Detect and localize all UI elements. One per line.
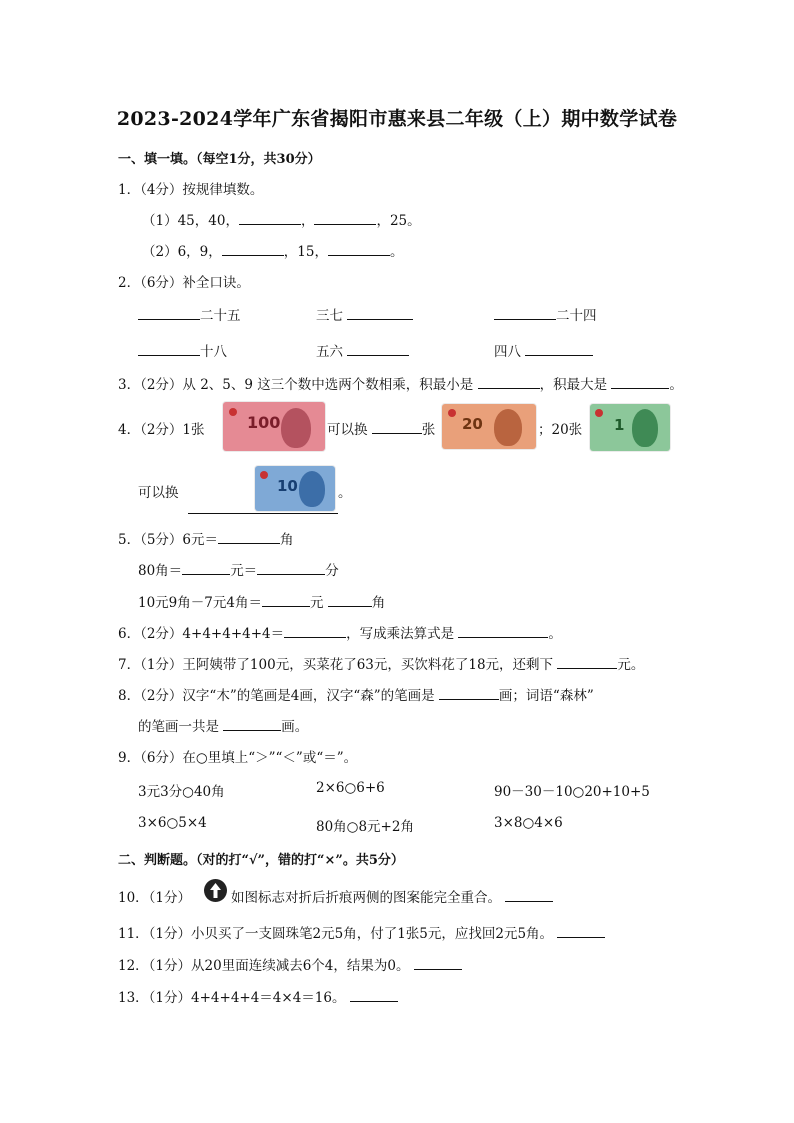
answer-blank[interactable] [328, 593, 372, 607]
answer-blank[interactable] [494, 306, 556, 320]
q4-text-e: 可以换 [138, 485, 179, 501]
q9-r1c3[interactable]: 90－30－10○20+10+5 [494, 784, 650, 800]
question-8-line-1 [118, 684, 594, 704]
question-7 [118, 653, 644, 673]
q1-s1-text-c: ，25。 [376, 213, 421, 229]
q9-r1c2[interactable]: 2×6○6+6 [316, 780, 385, 796]
portrait-icon [494, 409, 522, 446]
banknote-100-image [223, 402, 325, 451]
q2-row2-col3 [494, 340, 593, 360]
question-5-line-1 [118, 528, 294, 548]
question-5-line-2 [138, 559, 339, 579]
page-title: 2023-2024学年广东省揭阳市惠来县二年级（上）期中数学试卷 [116, 108, 678, 130]
answer-blank[interactable] [284, 624, 346, 638]
national-emblem-icon [448, 409, 456, 417]
question-13 [118, 986, 398, 1006]
question-10 [231, 886, 553, 906]
q3-text-a: 3．（2分）从 2、5、9 这三个数中选两个数相乘，积最小是 [118, 377, 474, 393]
q7-text-a: 7．（1分）王阿姨带了100元，买菜花了63元，买饮料花了18元，还剩下 [118, 657, 554, 673]
banknote-100-denomination: 100 [247, 413, 281, 432]
portrait-icon [632, 409, 658, 447]
q11-text-a: 11．（1分）小贝买了一支圆珠笔2元5角，付了1张5元，应找回2元5角。 [118, 926, 554, 942]
answer-blank[interactable] [262, 593, 310, 607]
answer-blank[interactable] [223, 717, 281, 731]
answer-blank[interactable] [557, 924, 605, 938]
banknote-1-image [590, 404, 670, 451]
answer-blank[interactable] [372, 420, 422, 434]
q5-l3-text-b: 元 [309, 595, 324, 611]
banknote-10-image [255, 466, 335, 511]
q9-r1c1[interactable]: 3元3分○40角 [138, 784, 225, 800]
q2-r2c3-text: 四八 [494, 344, 521, 360]
answer-blank[interactable] [347, 306, 413, 320]
q5-l1-text-a: 5．（5分）6元＝ [118, 532, 219, 548]
q8-text-a: 8．（2分）汉字“木”的笔画是4画，汉字“森”的笔画是 [118, 688, 435, 704]
answer-blank[interactable] [222, 242, 284, 256]
q5-l3-text-a: 10元9角－7元4角＝ [138, 595, 262, 611]
question-8-line-2 [138, 715, 308, 735]
national-emblem-icon [260, 471, 268, 479]
q5-l2-text-b: 元＝ [230, 563, 258, 579]
q5-l1-text-b: 角 [280, 532, 294, 548]
q4-text-b: 可以换 [327, 422, 368, 438]
q4-text-c: 张 [421, 422, 436, 438]
q4-exchange-1 [327, 418, 435, 438]
answer-blank[interactable] [138, 306, 200, 320]
q1-s2-text-b: ，15， [283, 244, 328, 260]
answer-blank[interactable] [182, 561, 230, 575]
question-11 [118, 922, 605, 942]
answer-blank[interactable] [239, 211, 301, 225]
q2-row1-col2 [316, 304, 413, 324]
national-emblem-icon [595, 409, 603, 417]
question-6 [118, 622, 562, 642]
q8-text-d: 画。 [281, 719, 309, 735]
q2-r2c1-text: 十八 [200, 344, 227, 360]
q1-s2-text-a: （2）6，9， [142, 244, 222, 260]
answer-blank[interactable] [314, 211, 376, 225]
question-1-sub-1 [142, 209, 421, 229]
q1-s1-text-a: （1）45，40， [142, 213, 239, 229]
answer-blank[interactable] [557, 655, 617, 669]
q9-r2c3[interactable]: 3×8○4×6 [494, 815, 563, 831]
q4-text-a: 4．（2分）1张 [118, 422, 205, 438]
q6-text-a: 6．（2分）4+4+4+4+4＝ [118, 626, 285, 642]
q7-text-b: 元。 [617, 657, 645, 673]
answer-blank[interactable] [347, 342, 409, 356]
national-emblem-icon [229, 408, 237, 416]
answer-blank[interactable] [328, 242, 390, 256]
answer-blank[interactable] [478, 375, 540, 389]
q12-text-a: 12．（1分）从20里面连续减去6个4，结果为0。 [118, 958, 410, 974]
question-3 [118, 373, 683, 393]
q1-s1-text-b: ， [300, 213, 315, 229]
q2-r1c3-text: 二十四 [556, 308, 597, 324]
q2-r1c2-text: 三七 [316, 308, 343, 324]
answer-blank[interactable] [525, 342, 593, 356]
q3-text-c: 。 [669, 377, 683, 393]
banknote-20-denomination: 20 [462, 415, 483, 433]
question-9-stem: 9．（6分）在○里填上“＞”“＜”或“＝”。 [118, 750, 358, 766]
answer-blank[interactable] [505, 888, 553, 902]
q6-text-b: ，写成乘法算式是 [346, 626, 455, 642]
q4-text-d: ；20张 [538, 422, 583, 438]
q5-l3-text-c: 角 [371, 595, 386, 611]
answer-blank[interactable] [414, 956, 462, 970]
q2-row2-col1 [138, 340, 227, 360]
q2-r2c2-text: 五六 [316, 344, 343, 360]
q13-text-a: 13．（1分）4+4+4+4＝4×4＝16。 [118, 990, 346, 1006]
answer-blank[interactable] [439, 686, 499, 700]
arrow-up-icon [204, 879, 227, 902]
question-2-stem: 2．（6分）补全口诀。 [118, 275, 250, 291]
q3-text-b: ，积最大是 [539, 377, 608, 393]
answer-blank[interactable] [138, 342, 200, 356]
q6-text-c: 。 [548, 626, 562, 642]
q8-text-b: 画；词语“森林” [498, 688, 594, 704]
q9-r2c1[interactable]: 3×6○5×4 [138, 815, 207, 831]
q2-row1-col1 [138, 304, 241, 324]
q4-text-f: 。 [338, 485, 352, 501]
q9-r2c2[interactable]: 80角○8元+2角 [316, 819, 414, 835]
q10-text-b: 如图标志对折后折痕两侧的图案能完全重合。 [231, 890, 501, 906]
q2-r1c1-text: 二十五 [200, 308, 241, 324]
portrait-icon [281, 408, 311, 448]
answer-blank[interactable] [257, 561, 325, 575]
q1-s2-text-c: 。 [389, 244, 404, 260]
section-2-heading: 二、判断题。（对的打“√”，错的打“×”。共5分） [118, 853, 404, 868]
answer-blank[interactable] [611, 375, 669, 389]
banknote-1-denomination: 1 [614, 416, 625, 434]
q2-row2-col2 [316, 340, 409, 360]
question-5-line-3 [138, 591, 385, 611]
portrait-icon [299, 471, 325, 507]
q2-row1-col3 [494, 304, 597, 324]
banknote-20-image [442, 404, 536, 449]
q5-l2-text-c: 分 [325, 563, 339, 579]
answer-blank[interactable] [350, 988, 398, 1002]
answer-blank[interactable] [218, 530, 280, 544]
up-arrow-sign-icon [204, 879, 227, 902]
banknote-10-denomination: 10 [277, 477, 298, 495]
section-1-heading: 一、填一填。（每空1分，共30分） [118, 152, 321, 167]
q8-text-c: 的笔画一共是 [138, 719, 219, 735]
answer-blank[interactable] [458, 624, 548, 638]
q5-l2-text-a: 80角＝ [138, 563, 183, 579]
question-1-stem: 1．（4分）按规律填数。 [118, 182, 264, 198]
answer-blank[interactable] [188, 513, 338, 514]
question-12 [118, 954, 462, 974]
q10-text-a: 10．（1分） [118, 890, 192, 906]
question-1-sub-2 [142, 240, 403, 260]
